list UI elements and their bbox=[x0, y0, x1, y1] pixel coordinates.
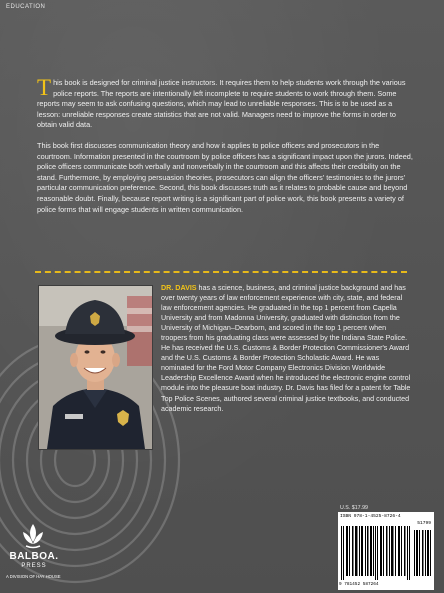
publisher-logo bbox=[6, 522, 86, 590]
category-label: EDUCATION bbox=[6, 4, 46, 10]
description-paragraph-2: This book first discusses communication theory and how it applies to police officers and prosecutors in the courtroom. Information presented in the courtroom by police officers has a significant impact upon the jurors. Indeed, police officers communicate both verbally and nonverbally in the courtroom and this affects their credibility on the stand. Furthermore, by employing persuasion theories, prosecutors can align the officers' testimonies to the jurors' particular communication preference. Second, this book discusses truth as it relates to probable cause and beyond reasonable doubt. Finally, because report writing is a significant part of police work, this book presents a variety of police forms that will engage students in written communication. bbox=[37, 140, 413, 214]
author-portrait-illustration bbox=[39, 286, 152, 449]
isbn-number: ISBN 978-1-4525-8726-4 bbox=[340, 514, 401, 519]
price-code: 51799 bbox=[417, 521, 431, 526]
description-text-1: his book is designed for criminal justice instructors. It requires them to help students work through the various police reports. The reports are intentionally left incomplete to require students to work through them. Some reports may seem to ask confusing questions, which may lead to unreliable responses. This is to be used as a lesson: unreliable responses create statistics that are not valid. Managers need to improve the forms in order to obtain valid data. bbox=[37, 78, 406, 130]
isbn-barcode bbox=[338, 512, 434, 590]
publisher-name: BALBOA. bbox=[9, 551, 59, 562]
lotus-icon bbox=[20, 522, 46, 550]
author-name: DR. DAVIS bbox=[161, 284, 197, 292]
publisher-press: PRESS bbox=[21, 563, 47, 569]
ean-number: 9 781452 587264 bbox=[339, 582, 379, 587]
author-photo bbox=[38, 285, 153, 450]
publisher-division: A DIVISION OF HAY HOUSE bbox=[6, 574, 61, 579]
drop-cap: T bbox=[37, 75, 52, 100]
description-paragraph-1 bbox=[37, 75, 413, 131]
author-bio bbox=[161, 283, 411, 414]
author-bio-text: has a science, business, and criminal justice background and has over twenty years of law enforcement experience with city, state, and federal law enforcement agencies. He graduated in the top 1 percent from Capella University and from Madonna University, graduated with distinction from the University of Michigan–Dearborn, and scored in the top 1 percent when troopers from his graduating class were assessed by the Indiana State Police. He has received the U.S. Customs & Border Protection Commissioner's Award and the U.S. Customs & Border Protection Scholastic Award. He was nominated for the Ford Motor Company Electronics Division Worldwide Leadership Excellence Award when he introduced the electronic engine control module into the pleasure boat industry. Dr. Davis has filed for a patent for Table Top Police Scenes, authored several criminal justice textbooks, and conducted academic research. bbox=[161, 284, 411, 413]
dashed-divider bbox=[35, 271, 407, 273]
book-description bbox=[37, 75, 413, 225]
price-label: U.S. $17.99 bbox=[340, 505, 368, 511]
